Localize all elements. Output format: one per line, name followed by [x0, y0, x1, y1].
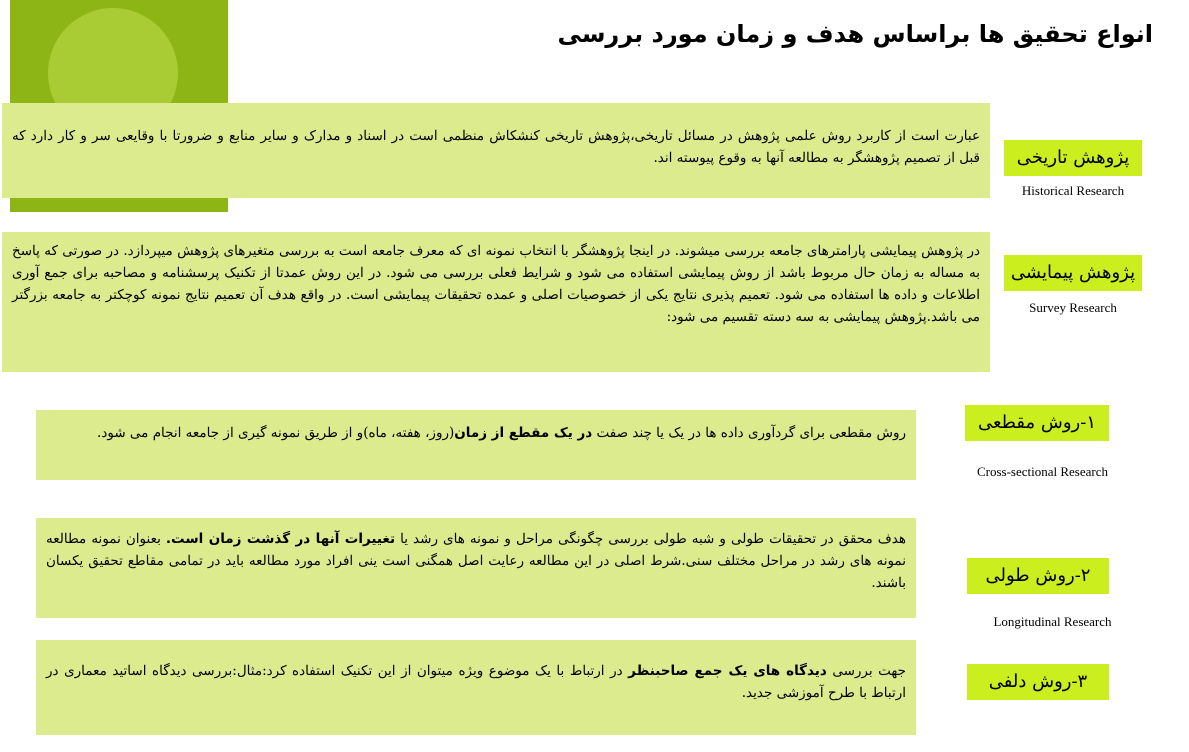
- cross-sectional-english: Cross-sectional Research: [976, 464, 1109, 479]
- historical-research-english: Historical Research: [1021, 183, 1125, 198]
- survey-research-description: در پژوهش پیمایشی پارامترهای جامعه بررسی میشوند. در اینجا پژوهشگر با انتخاب نمونه ای که معرف جامعه است به بررسی متغیرهای پژوهش میپردازد. در صورتی که پاسخ به مساله به زمان حال مربوط باشد از روش پیمایشی استفاده می شود و شرایط فعلی بررسی می شود. در این روش عمدتا از تکنیک پرسشنامه و مصاحبه برای جمع آوری اطلاعات و داده ها استفاده می شود. تعمیم پذیری نتایج یکی از خصوصیات اصلی و عمده تحقیقات پیمایشی است. در واقع هدف آن تعمیم نتایج نمونه کوچکتر به جامعه بزرگتر می باشد.پژوهش پیمایشی به سه دسته تقسیم می شود:: [2, 232, 990, 372]
- longitudinal-highlight: تغییرات آنها در گذشت زمان است.: [165, 531, 396, 547]
- delphi-highlight: دیدگاه های یک جمع صاحبنظر: [628, 663, 827, 679]
- delphi-description: جهت بررسی دیدگاه های یک جمع صاحبنظر در ارتباط با یک موضوع ویژه میتوان از این تکنیک استفاده کرد:مثال:بررسی دیدگاه اساتید معماری در ارتباط با طرح آموزشی جدید.: [36, 640, 916, 735]
- historical-research-description: عبارت است از کاربرد روش علمی پژوهش در مسائل تاریخی،پژوهش تاریخی کنشکاش منظمی است در اسناد و مدارک و سایر منابع و ضرورتا با وقایعی سر و کار دارد که قبل از تصمیم پژوهشگر به مطالعه آنها به وقوع پیوسته اند.: [2, 103, 990, 198]
- longitudinal-label: ۲-روش طولی: [967, 558, 1109, 594]
- historical-research-label: پژوهش تاریخی: [1004, 140, 1142, 176]
- delphi-label: ۳-روش دلفی: [967, 664, 1109, 700]
- cross-sectional-highlight: در یک مقطع از زمان: [454, 425, 593, 441]
- survey-research-label: پژوهش پیمایشی: [1004, 255, 1142, 291]
- cross-sectional-description: روش مقطعی برای گردآوری داده ها در یک یا چند صفت در یک مقطع از زمان(روز، هفته، ماه)و از طریق نمونه گیری از جامعه انجام می شود.: [36, 410, 916, 480]
- longitudinal-description: هدف محقق در تحقیقات طولی و شبه طولی بررسی چگونگی مراحل و نمونه های رشد یا تغییرات آنها در گذشت زمان است. بعنوان نمونه مطالعه نمونه های رشد در مراحل مختلف سنی.شرط اصلی در این مطالعه رعایت اصل همگنی است ینی افراد مورد مطالعه باید در تمامی مقاطع تحقیق یکسان باشند.: [36, 518, 916, 618]
- cross-sectional-label: ۱-روش مقطعی: [965, 405, 1109, 441]
- survey-research-english: Survey Research: [1029, 300, 1117, 315]
- longitudinal-english: Longitudinal Research: [993, 614, 1112, 629]
- slide-title: انواع تحقیق ها براساس هدف و زمان مورد بررسی: [557, 20, 1153, 48]
